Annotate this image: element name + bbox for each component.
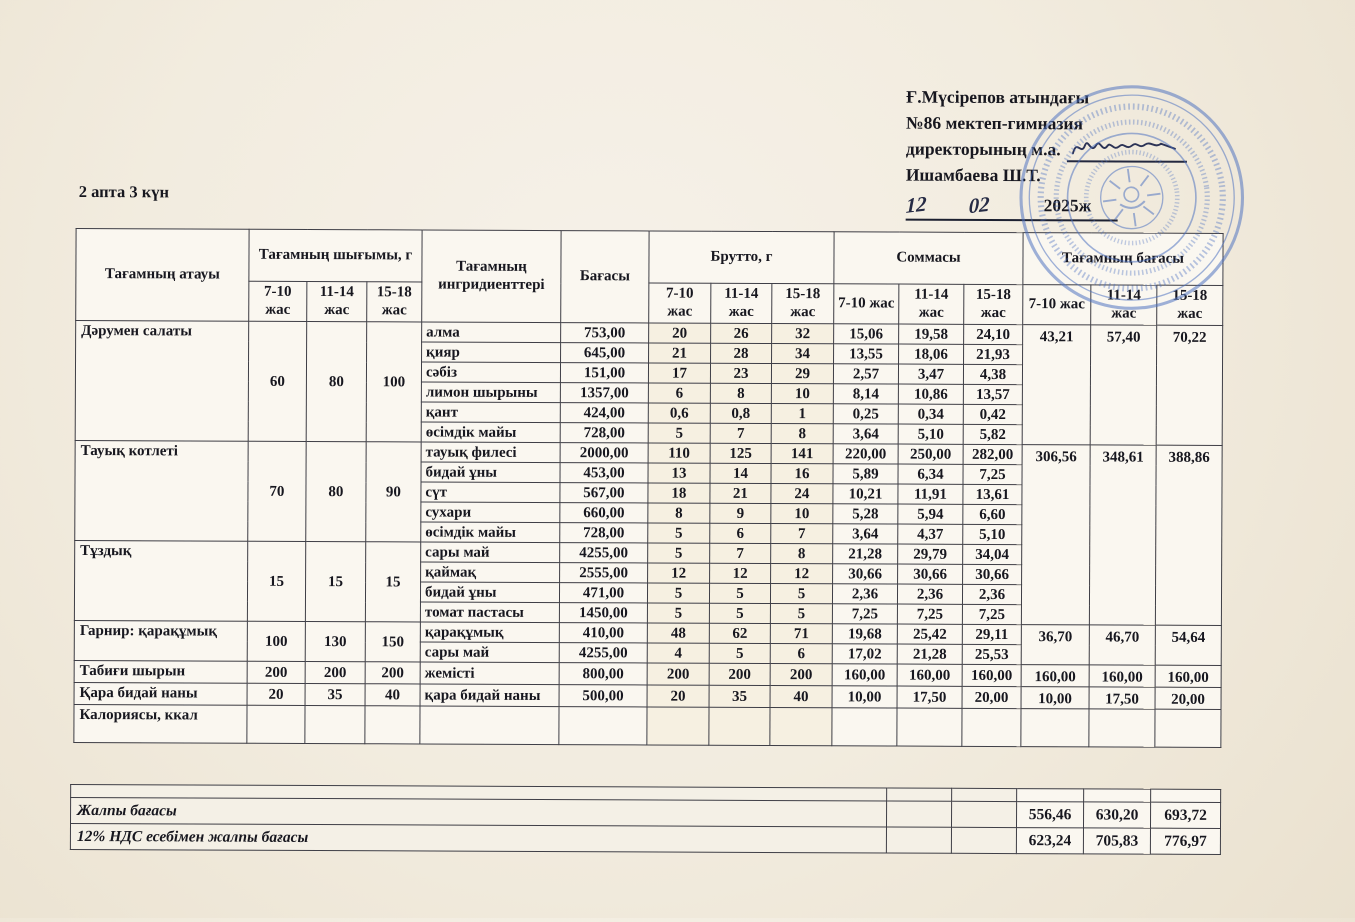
menu-table	[73, 228, 1223, 748]
brutto-cell: 29	[771, 364, 833, 384]
dish-price-cell	[1089, 709, 1155, 747]
ingredient-cell: алма	[422, 322, 561, 343]
brutto-cell: 62	[709, 624, 770, 644]
sum-cell: 29,11	[962, 625, 1021, 645]
sum-cell: 17,50	[897, 686, 962, 708]
dish-price-cell: 10,00	[1021, 687, 1089, 709]
dish-price-cell: 57,40	[1090, 325, 1157, 445]
ingredient-cell: сәбіз	[421, 362, 560, 383]
ingredient-price-cell: 2555,00	[560, 563, 648, 583]
header-output-group: Тағамның шығымы, г	[249, 229, 422, 282]
brutto-cell: 5	[709, 604, 770, 624]
output-cell: 40	[365, 684, 420, 706]
sum-cell: 21,93	[964, 345, 1023, 365]
output-cell: 100	[247, 622, 305, 662]
sum-cell: 160,00	[962, 665, 1021, 687]
sum-cell: 10,86	[898, 384, 963, 404]
sum-cell: 4,38	[963, 365, 1022, 385]
header-age-col: 11-14 жас	[1091, 285, 1157, 326]
dish-price-cell: 46,70	[1089, 625, 1155, 665]
sum-cell: 282,00	[963, 445, 1022, 465]
brutto-cell: 200	[709, 664, 770, 686]
ingredient-cell: өсімдік майы	[421, 522, 560, 543]
table-row	[75, 441, 1222, 466]
brutto-cell: 8	[771, 544, 833, 564]
brutto-cell: 7	[710, 424, 771, 444]
output-cell: 200	[247, 662, 305, 684]
ingredient-cell: өсімдік майы	[421, 422, 560, 443]
output-cell: 15	[305, 542, 365, 622]
ingredient-price-cell: 753,00	[561, 323, 649, 343]
ingredient-price-cell: 471,00	[559, 583, 647, 603]
dish-price-cell: 54,64	[1155, 626, 1221, 666]
ingredient-cell: қаймақ	[421, 562, 560, 583]
dish-price-cell: 160,00	[1021, 665, 1089, 687]
brutto-cell: 141	[771, 444, 833, 464]
sum-cell: 2,36	[897, 584, 962, 604]
school-name-line2: №86 мектеп-гимназия	[906, 112, 1083, 134]
dish-price-cell: 348,61	[1089, 445, 1156, 625]
brutto-cell: 14	[710, 464, 771, 484]
dish-name-cell: Калориясы, ккал	[74, 705, 247, 744]
sum-cell: 25,53	[962, 645, 1021, 665]
brutto-cell: 9	[710, 504, 771, 524]
ingredient-price-cell: 4255,00	[559, 643, 647, 663]
summary-vat-value: 705,83	[1083, 828, 1150, 854]
signature-ink-icon	[1069, 133, 1181, 159]
header-age-col: 7-10 жас	[249, 281, 307, 322]
sum-cell	[832, 708, 897, 746]
brutto-cell: 24	[771, 484, 833, 504]
ingredient-price-cell: 500,00	[559, 685, 647, 707]
brutto-cell: 5	[770, 584, 832, 604]
brutto-cell: 8	[771, 424, 833, 444]
ingredient-price-cell: 151,00	[560, 363, 648, 383]
output-cell: 35	[305, 684, 365, 706]
table-row	[74, 705, 1221, 748]
sum-cell: 5,94	[898, 504, 963, 524]
brutto-cell: 7	[771, 524, 833, 544]
ingredient-price-cell: 424,00	[560, 403, 648, 423]
header-age-col: 15-18 жас	[1157, 285, 1223, 326]
header-age-col: 7-10 жас	[834, 284, 899, 325]
dish-price-cell: 36,70	[1021, 625, 1089, 665]
brutto-cell: 21	[710, 484, 771, 504]
brutto-cell: 12	[710, 564, 771, 584]
brutto-cell: 5	[647, 603, 709, 623]
ingredient-cell: қияр	[422, 342, 561, 363]
brutto-cell: 26	[711, 324, 772, 344]
brutto-cell: 6	[770, 644, 832, 664]
sum-cell: 4,37	[898, 524, 963, 544]
sum-cell: 5,10	[963, 525, 1022, 545]
brutto-cell	[647, 707, 709, 745]
header-age-col: 11-14 жас	[899, 284, 964, 325]
brutto-cell: 6	[710, 524, 771, 544]
output-cell: 60	[248, 322, 307, 442]
dish-price-cell: 388,86	[1155, 446, 1222, 626]
brutto-cell	[770, 708, 832, 746]
summary-total-value: 630,20	[1083, 802, 1150, 828]
ingredient-cell: сүт	[421, 482, 560, 503]
brutto-cell: 35	[709, 686, 770, 708]
ingredient-cell: жемісті	[420, 662, 559, 685]
brutto-cell: 71	[770, 624, 832, 644]
brutto-cell: 0,8	[710, 404, 771, 424]
ingredient-price-cell: 2000,00	[560, 443, 648, 463]
sum-cell: 30,66	[833, 564, 898, 584]
dish-price-cell: 160,00	[1089, 665, 1155, 687]
ingredient-cell: сары май	[420, 642, 559, 663]
output-cell: 20	[247, 684, 305, 706]
header-dish-price-group: Тағамның бағасы	[1023, 233, 1223, 286]
sum-cell: 19,58	[899, 324, 964, 344]
date-day-handwritten: 12	[905, 191, 927, 218]
sum-cell: 7,25	[962, 605, 1021, 625]
summary-vat-value: 776,97	[1150, 828, 1220, 854]
sum-cell: 250,00	[898, 444, 963, 464]
brutto-cell: 28	[711, 344, 772, 364]
brutto-cell: 5	[709, 584, 770, 604]
header-age-col: 15-18 жас	[964, 284, 1023, 325]
brutto-cell: 110	[648, 443, 710, 463]
director-name: Ишамбаева Ш.Т.	[905, 164, 1041, 186]
sum-cell: 0,25	[833, 404, 898, 424]
dish-price-cell: 160,00	[1155, 666, 1221, 688]
sum-cell: 25,42	[897, 624, 962, 644]
output-cell: 130	[305, 622, 365, 662]
dish-name-cell: Гарнир: қарақұмық	[74, 621, 247, 662]
sum-cell: 13,61	[963, 485, 1022, 505]
output-cell: 15	[247, 542, 305, 622]
output-cell: 90	[366, 442, 421, 542]
sum-cell: 0,42	[963, 405, 1022, 425]
brutto-cell: 40	[770, 686, 832, 708]
dish-price-cell: 43,21	[1022, 325, 1091, 445]
sum-cell: 5,82	[963, 425, 1022, 445]
summary-total-value: 693,72	[1150, 802, 1220, 828]
table-row	[74, 621, 1221, 646]
brutto-cell: 16	[771, 464, 833, 484]
brutto-cell: 4	[647, 643, 709, 663]
ingredient-price-cell: 728,00	[560, 423, 648, 443]
brutto-cell: 48	[647, 623, 709, 643]
sum-cell: 3,64	[833, 524, 898, 544]
dish-name-cell: Табиғи шырын	[74, 661, 247, 684]
summary-vat-row	[70, 823, 1220, 854]
sum-cell: 19,68	[832, 624, 897, 644]
brutto-cell: 5	[648, 543, 710, 563]
brutto-cell: 12	[771, 564, 833, 584]
ingredient-price-cell: 800,00	[559, 663, 647, 685]
approval-date-line	[906, 192, 1118, 222]
output-cell: 80	[306, 322, 367, 442]
sum-cell: 7,25	[832, 604, 897, 624]
sum-cell: 5,10	[898, 424, 963, 444]
sum-cell: 13,55	[834, 344, 899, 364]
brutto-cell: 20	[649, 323, 711, 343]
date-month-handwritten: 02	[968, 191, 990, 219]
sum-cell: 7,25	[897, 604, 962, 624]
dish-name-cell: Қара бидай наны	[74, 683, 247, 706]
dish-price-cell	[1021, 709, 1089, 747]
brutto-cell: 7	[710, 544, 771, 564]
sum-cell: 2,57	[833, 364, 898, 384]
brutto-cell: 125	[710, 444, 771, 464]
sum-cell	[962, 709, 1021, 747]
brutto-cell: 32	[772, 324, 834, 344]
brutto-cell: 12	[648, 563, 710, 583]
sum-cell: 29,79	[898, 544, 963, 564]
summary-total-value: 556,46	[1016, 802, 1083, 828]
summary-vat-label: 12% НДС есебімен жалпы бағасы	[70, 823, 886, 853]
ingredient-price-cell: 1357,00	[560, 383, 648, 403]
sum-cell: 21,28	[833, 544, 898, 564]
brutto-cell: 23	[710, 364, 771, 384]
ingredient-price-cell: 567,00	[560, 483, 648, 503]
ingredient-price-cell	[559, 707, 647, 745]
brutto-cell: 5	[647, 583, 709, 603]
ingredient-cell: сухари	[421, 502, 560, 523]
week-day-label: 2 апта 3 күн	[78, 181, 170, 202]
header-age-col: 11-14 жас	[711, 283, 772, 324]
header-age-col: 7-10 жас	[1023, 285, 1091, 326]
header-age-col: 15-18 жас	[772, 284, 834, 325]
header-age-col: 7-10 жас	[649, 283, 711, 324]
summary-vat-value: 623,24	[1016, 828, 1083, 854]
menu-table-header	[76, 228, 1223, 325]
output-cell	[305, 706, 365, 744]
output-cell: 200	[305, 662, 365, 684]
sum-cell: 5,28	[833, 504, 898, 524]
sum-cell: 20,00	[962, 687, 1021, 709]
brutto-cell: 5	[770, 604, 832, 624]
sum-cell: 6,34	[898, 464, 963, 484]
header-ingredients: Тағамның ингридиенттері	[422, 230, 561, 323]
sum-cell: 2,36	[962, 585, 1021, 605]
brutto-cell: 200	[770, 664, 832, 686]
sum-cell: 7,25	[963, 465, 1022, 485]
output-cell: 150	[365, 622, 420, 662]
sum-cell: 30,66	[963, 565, 1022, 585]
brutto-cell: 1	[771, 404, 833, 424]
ingredient-cell	[420, 706, 559, 745]
school-name-line1: Ғ.Мүсірепов атындағы	[906, 86, 1090, 108]
director-role-label: директорының м.а.	[905, 138, 1061, 160]
sum-cell: 10,21	[833, 484, 898, 504]
output-cell: 80	[306, 442, 366, 542]
sum-cell: 8,14	[833, 384, 898, 404]
dish-price-cell: 17,50	[1089, 687, 1155, 709]
header-price: Бағасы	[561, 231, 649, 324]
sum-cell: 10,00	[832, 686, 897, 708]
table-row	[76, 321, 1223, 346]
brutto-cell: 18	[648, 483, 710, 503]
menu-table-body	[74, 321, 1223, 748]
ingredient-price-cell: 645,00	[561, 343, 649, 363]
brutto-cell: 8	[648, 503, 710, 523]
brutto-cell: 200	[647, 663, 709, 685]
sum-cell: 6,60	[963, 505, 1022, 525]
brutto-cell: 5	[709, 644, 770, 664]
output-cell: 70	[248, 442, 306, 542]
brutto-cell	[709, 708, 770, 746]
ingredient-price-cell: 410,00	[559, 623, 647, 643]
brutto-cell: 6	[648, 383, 710, 403]
sum-cell	[897, 708, 962, 746]
date-year-label: 2025ж	[1043, 195, 1092, 216]
sum-cell: 34,04	[963, 545, 1022, 565]
ingredient-cell: лимон шырыны	[421, 382, 560, 403]
dish-price-cell: 20,00	[1155, 688, 1221, 710]
header-age-col: 15-18 жас	[367, 282, 422, 323]
sum-cell: 0,34	[898, 404, 963, 424]
sum-cell: 160,00	[832, 664, 897, 686]
sum-cell: 24,10	[964, 325, 1023, 345]
brutto-cell: 20	[647, 685, 709, 707]
sum-cell: 21,28	[897, 644, 962, 664]
dish-name-cell: Тауық котлеті	[75, 441, 248, 542]
ingredient-cell: бидай ұны	[421, 462, 560, 483]
header-dish-name: Тағамның атауы	[76, 228, 249, 321]
output-cell	[247, 706, 305, 744]
brutto-cell: 5	[648, 523, 710, 543]
sum-cell: 17,02	[832, 644, 897, 664]
sum-cell: 13,57	[963, 385, 1022, 405]
ingredient-price-cell: 660,00	[560, 503, 648, 523]
ingredient-cell: қант	[421, 402, 560, 423]
dish-price-cell	[1155, 710, 1221, 748]
output-cell: 200	[365, 662, 420, 684]
output-cell: 100	[366, 322, 422, 442]
output-cell: 15	[365, 542, 420, 622]
output-cell	[365, 706, 420, 744]
dish-name-cell: Тұздық	[74, 541, 247, 622]
approval-block	[906, 84, 1237, 222]
ingredient-cell: қарақұмық	[420, 622, 559, 643]
sum-cell: 220,00	[833, 444, 898, 464]
ingredient-cell: бидай ұны	[420, 582, 559, 603]
ingredient-cell: тауық филесі	[421, 442, 560, 463]
brutto-cell: 10	[771, 504, 833, 524]
ingredient-cell: қара бидай наны	[420, 684, 559, 707]
dish-price-cell: 306,56	[1021, 445, 1090, 625]
sum-cell: 18,06	[899, 344, 964, 364]
sum-cell: 3,64	[833, 424, 898, 444]
ingredient-price-cell: 453,00	[560, 463, 648, 483]
ingredient-cell: томат пастасы	[420, 602, 559, 623]
brutto-cell: 17	[648, 363, 710, 383]
header-brutto-group: Брутто, г	[649, 231, 834, 284]
ingredient-price-cell: 4255,00	[560, 543, 648, 563]
sum-cell: 15,06	[834, 324, 899, 344]
brutto-cell: 13	[648, 463, 710, 483]
brutto-cell: 21	[649, 343, 711, 363]
brutto-cell: 0,6	[648, 403, 710, 423]
dish-name-cell: Дәрумен салаты	[75, 321, 249, 442]
header-sum-group: Соммасы	[834, 232, 1023, 285]
ingredient-cell: сары май	[421, 542, 560, 563]
sum-cell: 3,47	[898, 364, 963, 384]
sum-cell: 160,00	[897, 664, 962, 686]
brutto-cell: 5	[648, 423, 710, 443]
dish-price-cell: 70,22	[1156, 326, 1223, 446]
sum-cell: 2,36	[832, 584, 897, 604]
brutto-cell: 8	[710, 384, 771, 404]
sum-cell: 11,91	[898, 484, 963, 504]
summary-total-label: Жалпы бағасы	[71, 797, 887, 827]
header-age-col: 11-14 жас	[307, 281, 367, 322]
ingredient-price-cell: 728,00	[560, 523, 648, 543]
summary-table	[70, 784, 1221, 855]
director-signature	[1067, 136, 1187, 163]
sum-cell: 5,89	[833, 464, 898, 484]
ingredient-price-cell: 1450,00	[559, 603, 647, 623]
sum-cell: 30,66	[898, 564, 963, 584]
brutto-cell: 10	[771, 384, 833, 404]
brutto-cell: 34	[772, 344, 834, 364]
